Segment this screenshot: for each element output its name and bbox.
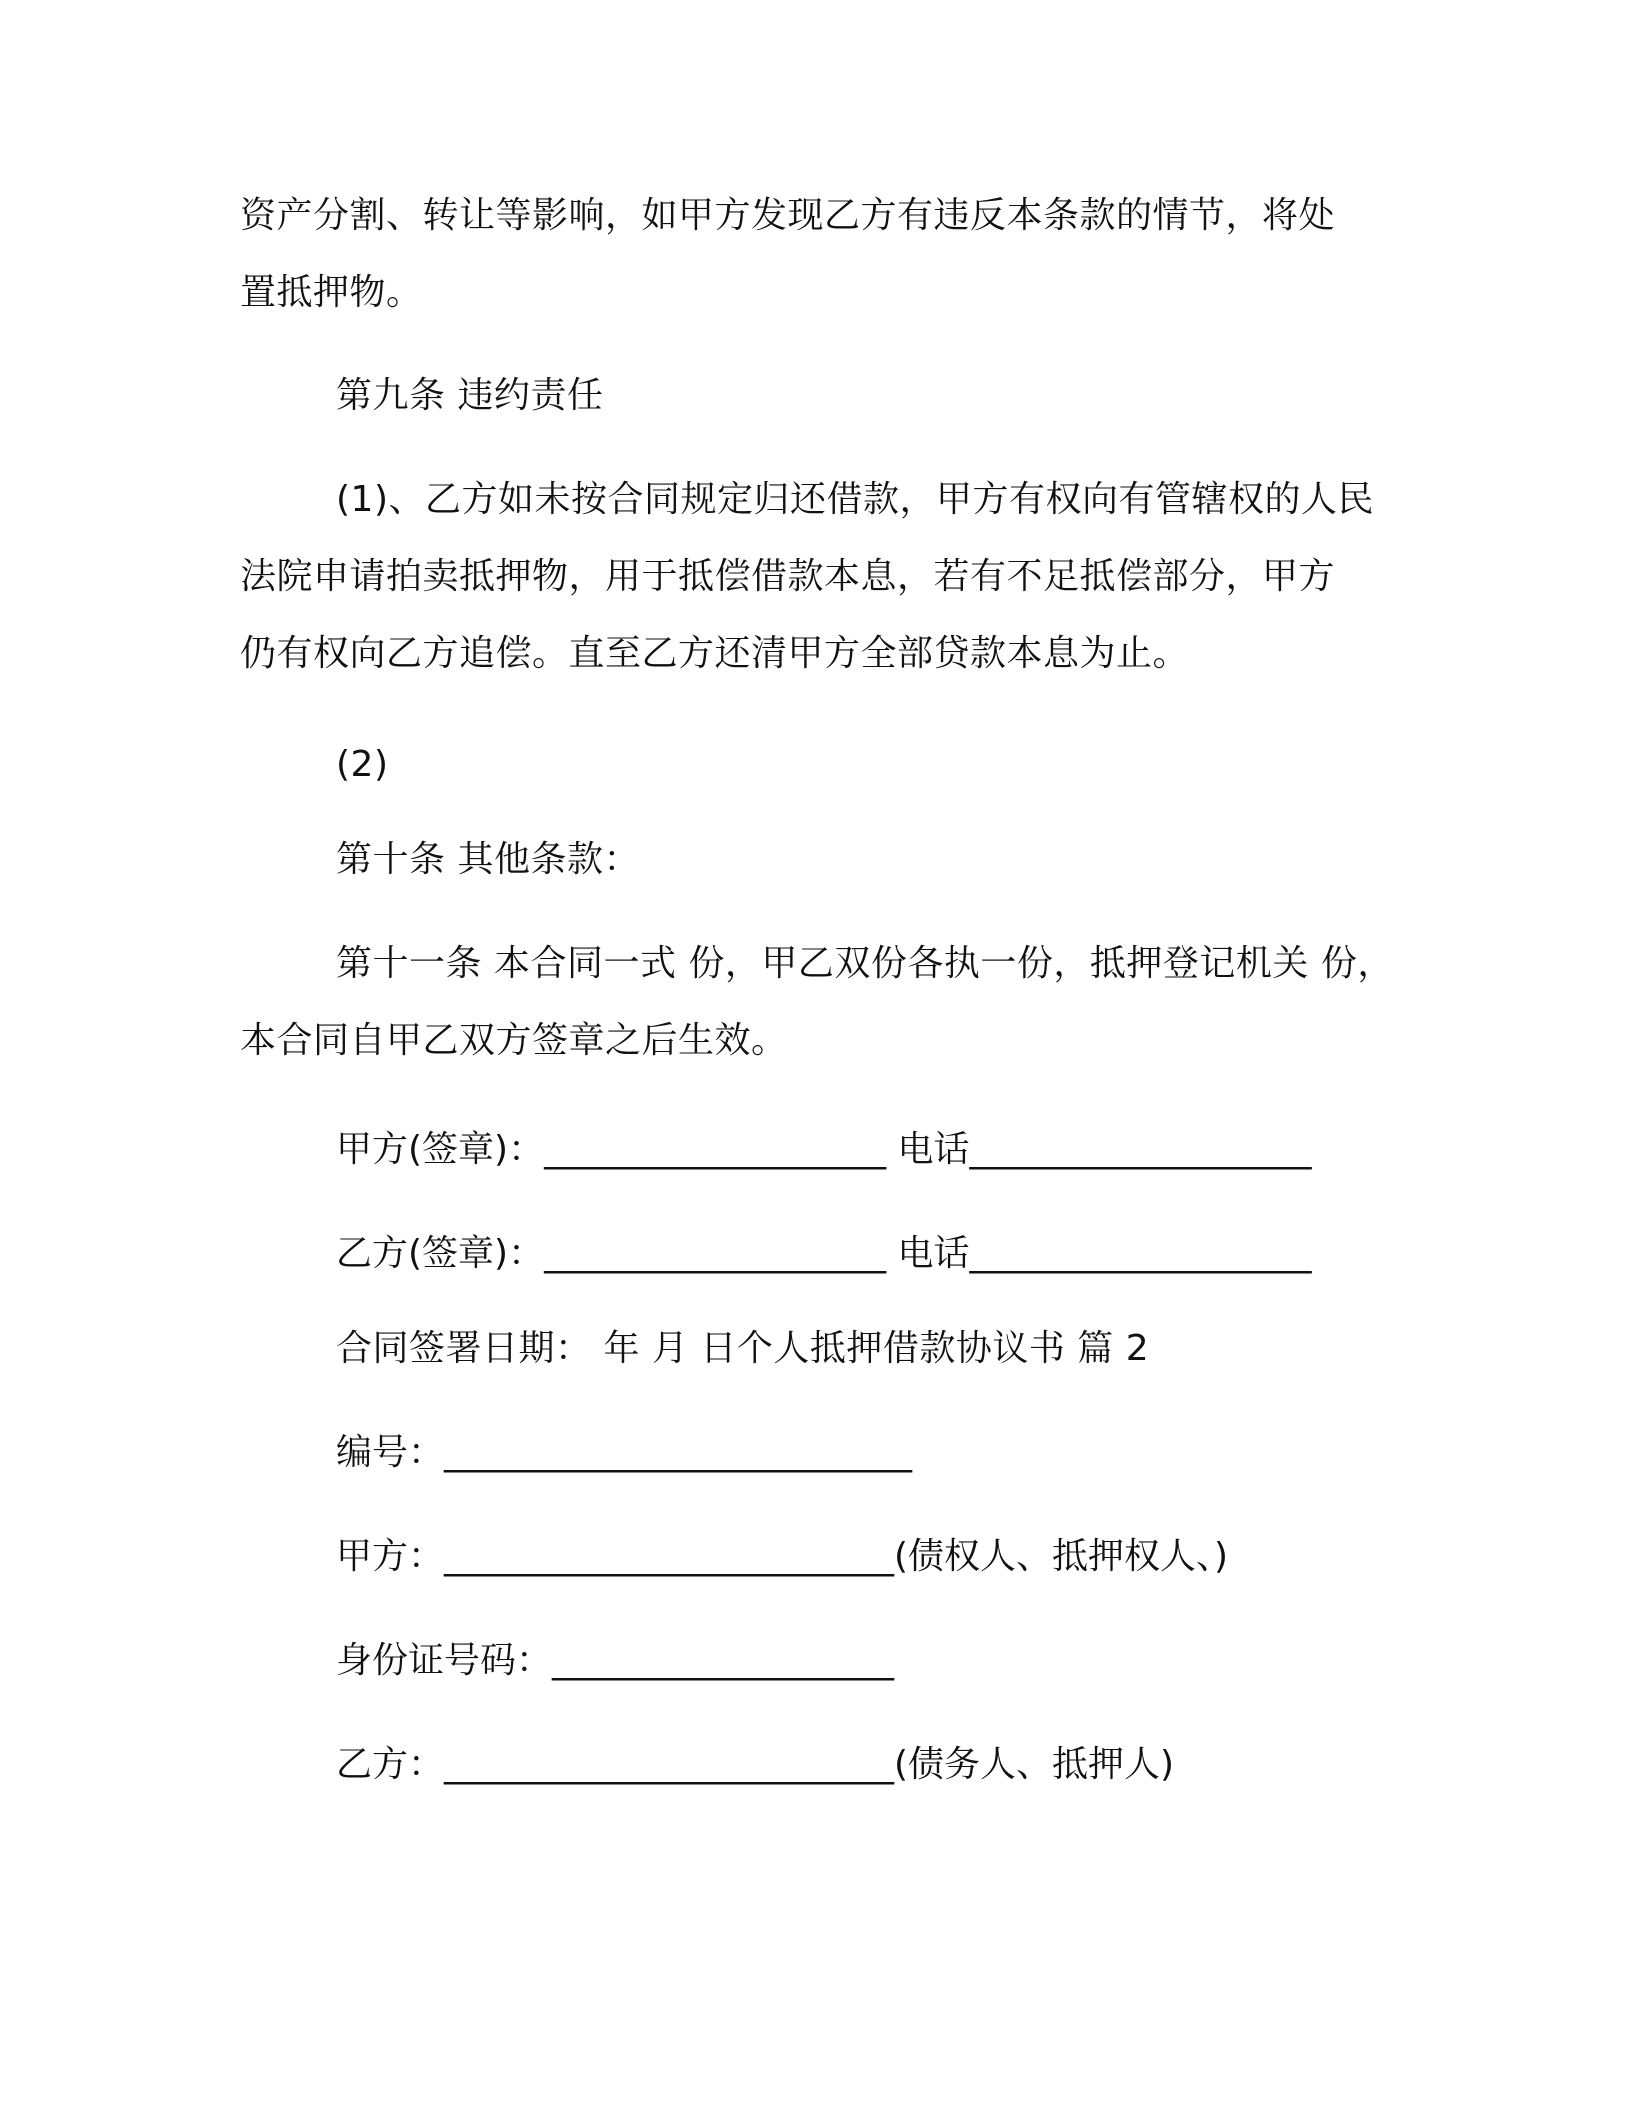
paragraph-1-line-1: 资产分割、转让等影响，如甲方发现乙方有违反本条款的情节，将处 (240, 195, 1336, 236)
party-a-signature-line: 甲方(签章)：___________________ 电话___________________ (336, 1129, 1312, 1170)
serial-number-line: 编号：__________________________ (336, 1432, 913, 1473)
party-b-signature-line: 乙方(签章)：___________________ 电话___________________ (336, 1233, 1312, 1274)
article-11-line-2: 本合同自甲乙双方签章之后生效。 (240, 1020, 788, 1061)
article-10-heading: 第十条 其他条款： (336, 839, 640, 880)
clause-2: (2) (336, 744, 389, 785)
party-a-creditor-line: 甲方：_________________________(债权人、抵押权人、) (336, 1536, 1229, 1577)
article-11-line-1: 第十一条 本合同一式 份，甲乙双份各执一份，抵押登记机关 份， (336, 943, 1394, 984)
clause-1-line-1: (1)、乙方如未按合同规定归还借款，甲方有权向有管辖权的人民 (336, 479, 1374, 520)
id-number-line: 身份证号码：___________________ (336, 1640, 895, 1681)
party-b-debtor-line: 乙方：_________________________(债务人、抵押人) (336, 1744, 1175, 1785)
clause-1-line-2: 法院申请拍卖抵押物，用于抵偿借款本息，若有不足抵偿部分，甲方 (240, 556, 1336, 597)
signing-date-line: 合同签署日期： 年 月 日个人抵押借款协议书 篇 2 (336, 1328, 1150, 1369)
paragraph-1-line-2: 置抵押物。 (240, 272, 423, 313)
article-9-heading: 第九条 违约责任 (336, 375, 604, 416)
clause-1-line-3: 仍有权向乙方追偿。直至乙方还清甲方全部贷款本息为止。 (240, 633, 1190, 674)
